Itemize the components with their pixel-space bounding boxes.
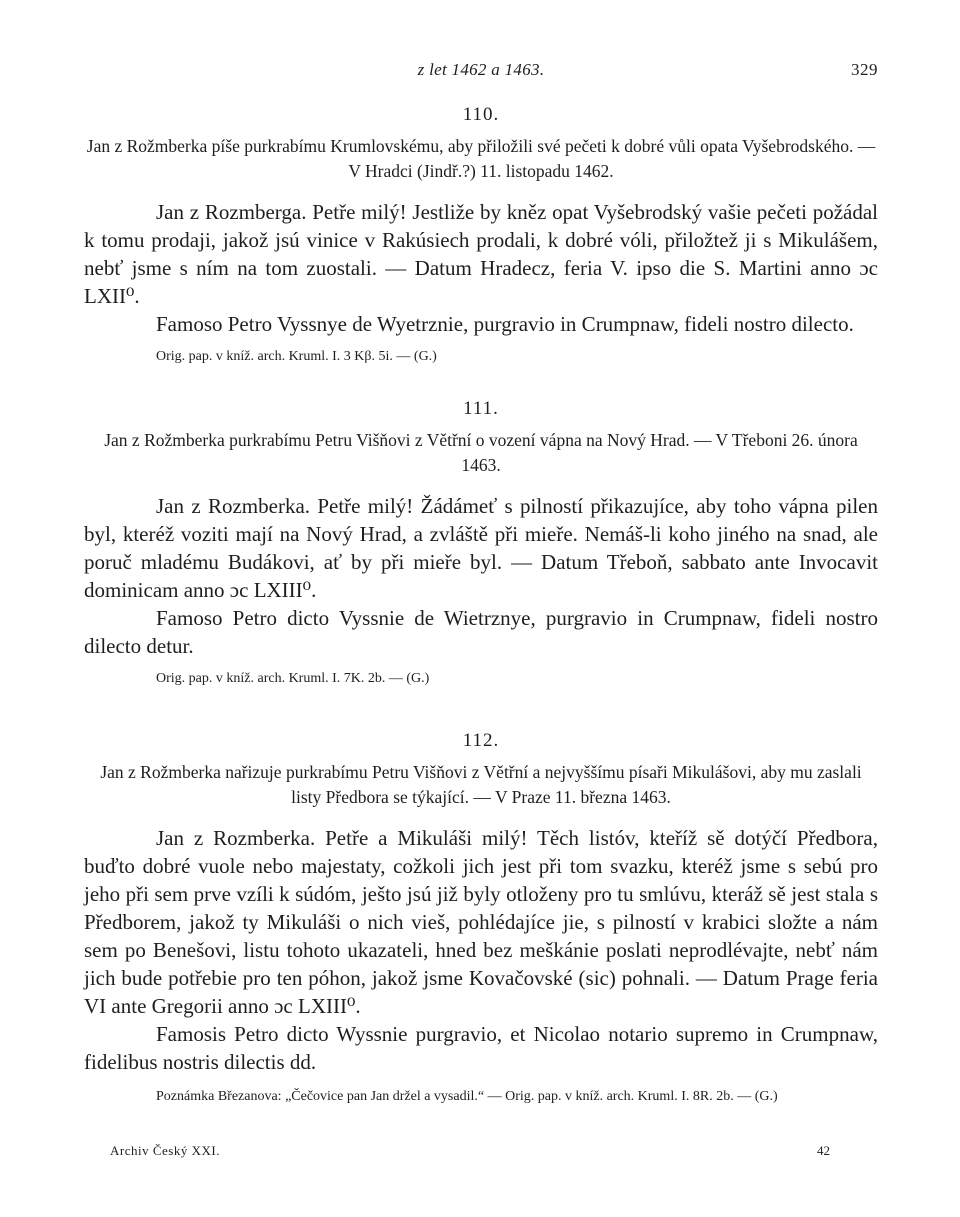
document-number: 111. — [463, 398, 499, 419]
document-summary: Jan z Rožmberka purkrabímu Petru Višňovi z Větřní o vození vápna na Nový Hrad. — V Třeboni 26. února 1463. — [104, 430, 858, 475]
letter-text: Jan z Rozmberka. Petře milý! Žádámeť s pilností přikazujíce, aby toho vápna pilen byl, kteréž voziti mají na Nový Hrad, a zvláště při mieře. Nemáš-li koho jiného na snad, ale poruč mladému Budákovi, ať by při mieře byl. — Datum Třeboň, sabbato ante Invocavit dominicam anno ɔc LXIII⁰. — [84, 494, 878, 602]
document-number: 110. — [462, 104, 500, 125]
editor-note: Poznámka Březanova: „Čečovice pan Jan držel a vysadil.“ — Orig. pap. v kníž. arch. Kruml. I. 8R. 2b. — (G.) — [156, 1089, 778, 1104]
document-110 — [84, 104, 878, 366]
letter-address: Famosis Petro dicto Wyssnie purgravio, et Nicolao notario supremo in Crumpnaw, fidelibus nostris dilectis dd. — [84, 1022, 878, 1074]
document-number: 112. — [462, 730, 500, 751]
signature-mark: Archiv Český XXI. — [110, 1143, 220, 1158]
document-111 — [84, 398, 878, 688]
letter-address: Famoso Petro dicto Vyssnie de Wietrznye, purgravio in Crumpnaw, fideli nostro dilecto detur. — [84, 606, 878, 658]
document-112 — [84, 730, 878, 1106]
running-head — [84, 60, 878, 86]
letter-text: Jan z Rozmberga. Petře milý! Jestliže by kněz opat Vyšebrodský vašie pečeti požádal k tomu prodaji, jakož jsú vinice v Rakúsiech prodali, k dobré vóli, přiložtež ji s Mikulášem, nebť jsme s ním na tom zuostali. — Datum Hradecz, feria V. ipso die S. Martini anno ɔc LXII⁰. — [84, 200, 878, 308]
letter-text: Jan z Rozmberka. Petře a Mikuláši milý! Těch listóv, kteříž sě dotýčí Předbora, buďto dobré vuole nebo majestaty, cožkoli jich jest při tom svazku, kteréž jsme s sebú pro jeho při sem prve vzíli k súdóm, ješto jsú již byly otloženy pro tu smlúvu, kteráž sě jest stala s Předborem, jakož ty Mikuláši o nich vieš, pohlédajíce jie, s pilností v krabici složte a nám sem po Benešovi, listu tohoto ukazateli, hned bez meškánie poslati neprodlévajte, nebť nám jich bude potřebie pro ten póhon, jakož jsme Kovačovské (sic) pohnali. — Datum Prage feria VI ante Gregorii anno ɔc LXIII⁰. — [84, 826, 878, 1018]
page-number: 329 — [851, 60, 878, 79]
page — [84, 60, 878, 1106]
running-title: z let 1462 a 1463. — [417, 60, 545, 79]
letter-address: Famoso Petro Vyssnye de Wyetrznie, purgravio in Crumpnaw, fideli nostro dilecto. — [156, 312, 854, 336]
document-summary: Jan z Rožmberka píše purkrabímu Krumlovskému, aby přiložili své pečeti k dobré vůli opata Vyšebrodského. — V Hradci (Jindř.?) 11. listopadu 1462. — [86, 136, 876, 181]
sheet-number: 42 — [817, 1143, 830, 1158]
source-citation: Orig. pap. v kníž. arch. Kruml. I. 7K. 2b. — (G.) — [156, 671, 430, 686]
document-summary: Jan z Rožmberka nařizuje purkrabímu Petru Višňovi z Větřní a nejvyššímu písaři Mikulášovi, aby mu zaslali listy Předbora se týkající. — V Praze 11. března 1463. — [100, 762, 862, 807]
source-citation: Orig. pap. v kníž. arch. Kruml. I. 3 Kβ. 5i. — (G.) — [156, 349, 437, 364]
